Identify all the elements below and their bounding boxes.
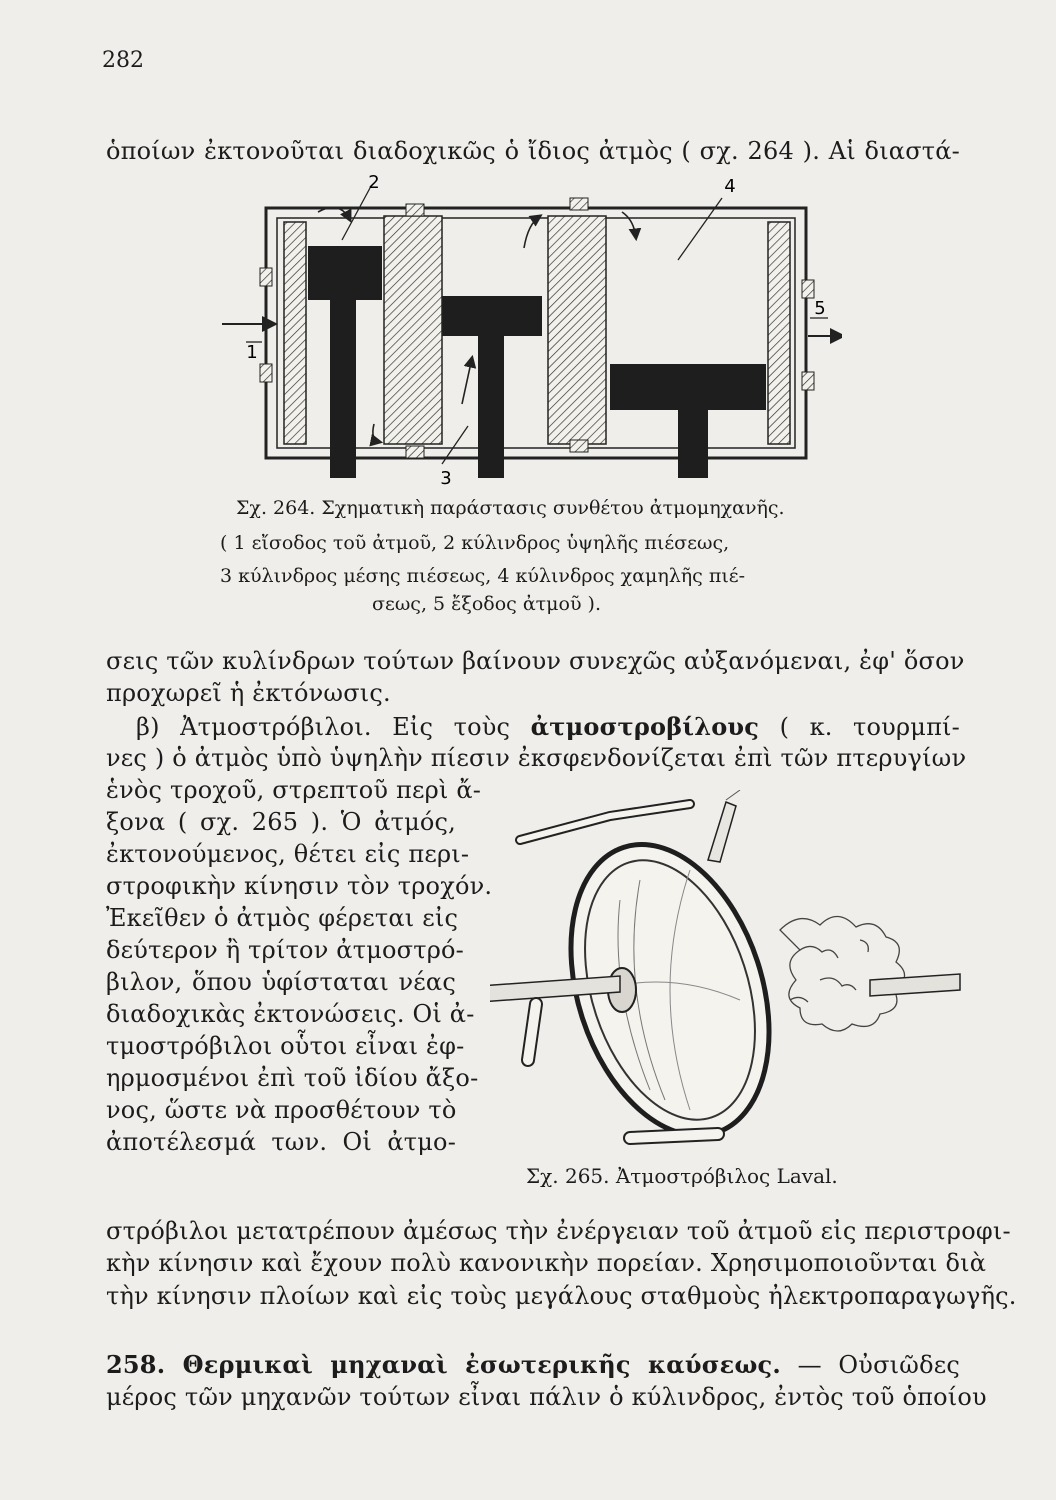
label-2: 2 (368, 172, 380, 193)
text-line: τμοστρόβιλοι οὗτοι εἶναι ἐφ- (106, 1032, 465, 1060)
text-line: διαδοχικὰς ἐκτονώσεις. Οἱ ἀ- (106, 1000, 475, 1028)
section-258-start: — Οὐσιῶδες (780, 1351, 960, 1379)
figure-264-caption: ( 1 εἴσοδος τοῦ ἀτμοῦ, 2 κύλινδρος ὑψηλῆς πιέσεως, (220, 532, 730, 554)
label-1: 1 (246, 342, 258, 363)
cylinder-wall-1 (384, 216, 442, 444)
text-line: κὴν κίνησιν καὶ ἔχουν πολὺ κανονικὴν πορείαν. Χρησιμοποιοῦνται διὰ (106, 1249, 987, 1277)
section-258-heading: 258. Θερμικαὶ μηχαναὶ ἐσωτερικῆς καύσεως. (106, 1350, 781, 1379)
text-line: νες ) ὁ ἀτμὸς ὑπὸ ὑψηλὴν πίεσιν ἐκσφενδονίζεται ἐπὶ τῶν πτερυγίων (106, 744, 967, 772)
para2-end: ( κ. τουρμπί- (779, 713, 960, 741)
text-line: στρόβιλοι μετατρέπουν ἀμέσως τὴν ἐνέργειαν τοῦ ἀτμοῦ εἰς περιστροφι- (106, 1217, 1011, 1245)
figure-264-caption: 3 κύλινδρος μέσης πιέσεως, 4 κύλινδρος χαμηλῆς πιέ- (220, 565, 746, 587)
text-line: σεις τῶν κυλίνδρων τούτων βαίνουν συνεχῶς αὐξανόμεναι, ἐφ' ὅσον (106, 647, 965, 675)
text-line: δεύτερον ἢ τρίτον ἀτμοστρό- (106, 936, 464, 964)
text-line: ὁποίων ἐκτονοῦται διαδοχικῶς ὁ ἴδιος ἀτμὸς ( σχ. 264 ). Αἱ διαστά- (106, 137, 960, 165)
figure-264-caption: σεως, 5 ἔξοδος ἀτμοῦ ). (372, 593, 601, 615)
end-plate-right (768, 222, 790, 444)
text-line: ἀποτέλεσμά των. Οἱ ἀτμο- (106, 1128, 456, 1156)
label-4: 4 (724, 176, 736, 197)
figure-265-laval-turbine (490, 790, 970, 1160)
figure-264-compound-engine (222, 168, 842, 488)
section-heading-line (106, 1350, 960, 1379)
text-line: νος, ὥστε νὰ προσθέτουν τὸ (106, 1096, 457, 1124)
text-line: ξονα ( σχ. 265 ). Ὁ ἀτμός, (106, 808, 456, 836)
term-atmostrovilous: ἀτμοστροβίλους (530, 712, 760, 741)
end-plate-left (284, 222, 306, 444)
text-line (136, 712, 960, 741)
para2-start: β) Ἀτμοστρόβιλοι. Εἰς τοὺς (136, 713, 511, 741)
text-line: στροφικὴν κίνησιν τὸν τροχόν. (106, 872, 493, 900)
text-line: βιλον, ὅπου ὑφίσταται νέας (106, 968, 456, 996)
piston-low-pressure (610, 364, 766, 478)
piston-high-pressure (308, 246, 382, 478)
figure-265-caption: Σχ. 265. Ἀτμοστρόβιλος Laval. (526, 1164, 838, 1188)
steam-nozzle (708, 802, 736, 862)
page-number: 282 (102, 48, 144, 73)
text-line: μέρος τῶν μηχανῶν τούτων εἶναι πάλιν ὁ κύλινδρος, ἐντὸς τοῦ ὁποίου (106, 1383, 987, 1411)
piston-medium-pressure (442, 296, 542, 478)
label-3: 3 (440, 468, 452, 488)
text-line: προχωρεῖ ἡ ἐκτόνωσις. (106, 679, 391, 707)
label-5: 5 (814, 298, 826, 319)
text-line: τὴν κίνησιν πλοίων καὶ εἰς τοὺς μεγάλους σταθμοὺς ἠλεκτροπαραγωγῆς. (106, 1282, 1017, 1310)
text-line: ηρμοσμένοι ἐπὶ τοῦ ἰδίου ἄξο- (106, 1064, 479, 1092)
text-line: Ἐκεῖθεν ὁ ἀτμὸς φέρεται εἰς (106, 904, 459, 932)
text-line: ἑνὸς τροχοῦ, στρεπτοῦ περὶ ἄ- (106, 776, 482, 804)
figure-264-caption: Σχ. 264. Σχηματικὴ παράστασις συνθέτου ἀτμομηχανῆς. (236, 497, 785, 519)
cylinder-wall-2 (548, 216, 606, 444)
text-line: ἐκτονούμενος, θέτει εἰς περι- (106, 840, 470, 868)
